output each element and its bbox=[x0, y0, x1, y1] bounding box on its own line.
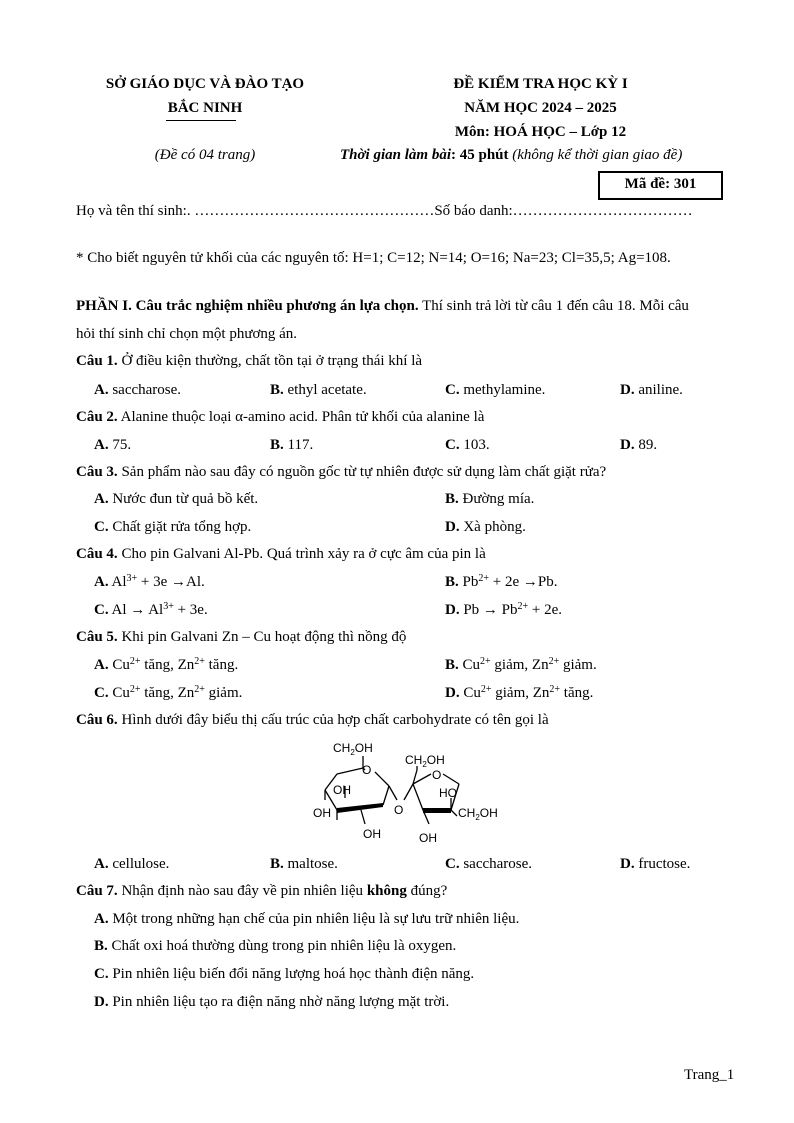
q5-option-d[interactable]: D. $Cu^{2+}$ giảm, $Zn^{2+}$ tăng. bbox=[445, 684, 594, 701]
part1-desc: Thí sinh trả lời từ câu 1 đến câu 18. Mỗi câu bbox=[418, 298, 689, 314]
exam-title: ĐỀ KIỂM TRA HỌC KỲ I bbox=[453, 76, 628, 92]
q6-option-a[interactable]: A. cellulose. bbox=[94, 856, 170, 872]
q4-option-b[interactable]: B. $Pb^{2+} + 2e \to Pb$. bbox=[445, 573, 558, 590]
q2-option-b[interactable]: B. 117. bbox=[270, 437, 314, 453]
oh-label-1: OH bbox=[333, 783, 351, 797]
question-4 bbox=[76, 546, 486, 563]
question-label: Câu 6. bbox=[76, 712, 118, 728]
subject-line: Môn: HOÁ HỌC – Lớp 12 bbox=[454, 124, 627, 140]
question-text: Hình dưới đây biểu thị cấu trúc của hợp chất carbohydrate có tên gọi là bbox=[117, 712, 549, 728]
q2-option-a[interactable]: A. 75. bbox=[94, 437, 132, 453]
time-line bbox=[340, 147, 682, 164]
school-year: NĂM HỌC 2024 – 2025 bbox=[464, 100, 617, 116]
ch2oh-left-label: $CH_2OH$ bbox=[333, 741, 373, 757]
ring-bond bbox=[337, 768, 363, 774]
question-label: Câu 2. bbox=[76, 409, 118, 425]
time-note: (không kể thời gian giao đề) bbox=[508, 147, 683, 163]
q6-option-b[interactable]: B. maltose. bbox=[270, 856, 338, 872]
q7-option-d[interactable]: D. Pin nhiên liệu tạo ra điện năng nhờ năng lượng mặt trời. bbox=[94, 994, 450, 1010]
question-label: Câu 4. bbox=[76, 546, 118, 562]
time-label: Thời gian làm bài bbox=[340, 147, 451, 163]
question-5 bbox=[76, 629, 406, 646]
q1-option-b[interactable]: B. ethyl acetate. bbox=[270, 382, 367, 398]
ho-label: HO bbox=[439, 786, 457, 800]
question-label: Câu 1. bbox=[76, 353, 118, 369]
part1-desc-cont: hỏi thí sinh chỉ chọn một phương án. bbox=[76, 326, 298, 342]
ring-oxygen-right: O bbox=[432, 768, 442, 782]
oh-label-3: OH bbox=[363, 827, 381, 841]
time-value: : 45 phút bbox=[450, 147, 509, 163]
q4-option-d[interactable]: D. $Pb \to Pb^{2+} + 2e$. bbox=[445, 601, 563, 618]
q7-option-a[interactable]: A. Một trong những hạn chế của pin nhiên liệu là sự lưu trữ nhiên liệu. bbox=[94, 911, 520, 927]
question-7: Câu 7. Nhận định nào sau đây về pin nhiên liệu không đúng? bbox=[76, 883, 448, 899]
q2-option-c[interactable]: C. 103. bbox=[445, 437, 490, 453]
question-label: Câu 3. bbox=[76, 464, 118, 480]
q1-option-c[interactable]: C. methylamine. bbox=[445, 382, 546, 398]
q5-option-a[interactable]: A. $Cu^{2+}$ tăng, $Zn^{2+}$ tăng. bbox=[94, 656, 239, 673]
oh-label-2: OH bbox=[313, 806, 331, 820]
question-3 bbox=[76, 464, 606, 481]
page-count-note: (Đề có 04 trang) bbox=[154, 147, 256, 163]
q1-option-a[interactable]: A. saccharose. bbox=[94, 382, 182, 398]
department-name: SỞ GIÁO DỤC VÀ ĐÀO TẠO bbox=[105, 76, 305, 92]
q2-option-d[interactable]: D. 89. bbox=[620, 437, 658, 453]
province-underline bbox=[166, 120, 236, 121]
question-1 bbox=[76, 353, 422, 370]
province-name: BẮC NINH bbox=[167, 100, 243, 116]
ch2oh-top-label: $CH_2OH$ bbox=[405, 753, 445, 769]
question-text: Sản phẩm nào sau đây có nguồn gốc từ tự nhiên được sử dụng làm chất giặt rửa? bbox=[117, 464, 607, 480]
bridge-oxygen: O bbox=[394, 803, 404, 817]
q6-option-c[interactable]: C. saccharose. bbox=[445, 856, 533, 872]
question-text: Khi pin Galvani Zn – Cu hoạt động thì nồng độ bbox=[117, 629, 407, 645]
question-text: Alanine thuộc loại α-amino acid. Phân tử khối của alanine là bbox=[117, 409, 485, 425]
q1-option-d[interactable]: D. aniline. bbox=[620, 382, 683, 398]
q4-option-c[interactable]: C. $Al \to Al^{3+} + 3e$. bbox=[94, 601, 208, 618]
part1-heading bbox=[76, 298, 689, 315]
q5-option-c[interactable]: C. $Cu^{2+}$ tăng, $Zn^{2+}$ giảm. bbox=[94, 684, 243, 701]
q6-option-d[interactable]: D. fructose. bbox=[620, 856, 691, 872]
q7-option-c[interactable]: C. Pin nhiên liệu biến đổi năng lượng hoá học thành điện năng. bbox=[94, 966, 475, 982]
exam-code: Mã đề: 301 bbox=[624, 176, 697, 192]
oh-label-4: OH bbox=[419, 831, 437, 845]
question-text: Cho pin Galvani Al-Pb. Quá trình xảy ra ở cực âm của pin là bbox=[117, 546, 486, 562]
q3-option-c[interactable]: C. Chất giặt rửa tổng hợp. bbox=[94, 519, 252, 535]
question-6 bbox=[76, 712, 549, 729]
ring-oxygen-left: O bbox=[362, 763, 372, 777]
q5-option-b[interactable]: B. $Cu^{2+}$ giảm, $Zn^{2+}$ giảm. bbox=[445, 656, 597, 673]
part1-title: PHẦN I. Câu trắc nghiệm nhiều phương án lựa chọn. bbox=[76, 298, 419, 314]
question-label: Câu 7. bbox=[76, 883, 118, 899]
q3-option-a[interactable]: A. Nước đun từ quả bồ kết. bbox=[94, 491, 259, 507]
question-text: Ở điều kiện thường, chất tồn tại ở trạng thái khí là bbox=[117, 353, 423, 369]
q3-option-b[interactable]: B. Đường mía. bbox=[445, 491, 535, 507]
student-info-line: Họ và tên thí sinh:. …………………………………………Số báo danh:……………………………… bbox=[76, 203, 693, 219]
ch2oh-right-label: $CH_2OH$ bbox=[458, 806, 498, 822]
q7-option-b[interactable]: B. Chất oxi hoá thường dùng trong pin nhiên liệu là oxygen. bbox=[94, 938, 457, 954]
q4-option-a[interactable]: A. $Al^{3+} + 3e \to Al$. bbox=[94, 573, 205, 590]
question-label: Câu 5. bbox=[76, 629, 118, 645]
q3-option-d[interactable]: D. Xà phòng. bbox=[445, 519, 526, 535]
atomic-mass-note: * Cho biết nguyên tử khối của các nguyên tố: H=1; C=12; N=14; O=16; Na=23; Cl=35,5; Ag=108. bbox=[76, 250, 671, 266]
page-number: Trang_1 bbox=[684, 1067, 735, 1083]
sucrose-structure-diagram bbox=[305, 738, 520, 850]
question-2 bbox=[76, 409, 484, 426]
